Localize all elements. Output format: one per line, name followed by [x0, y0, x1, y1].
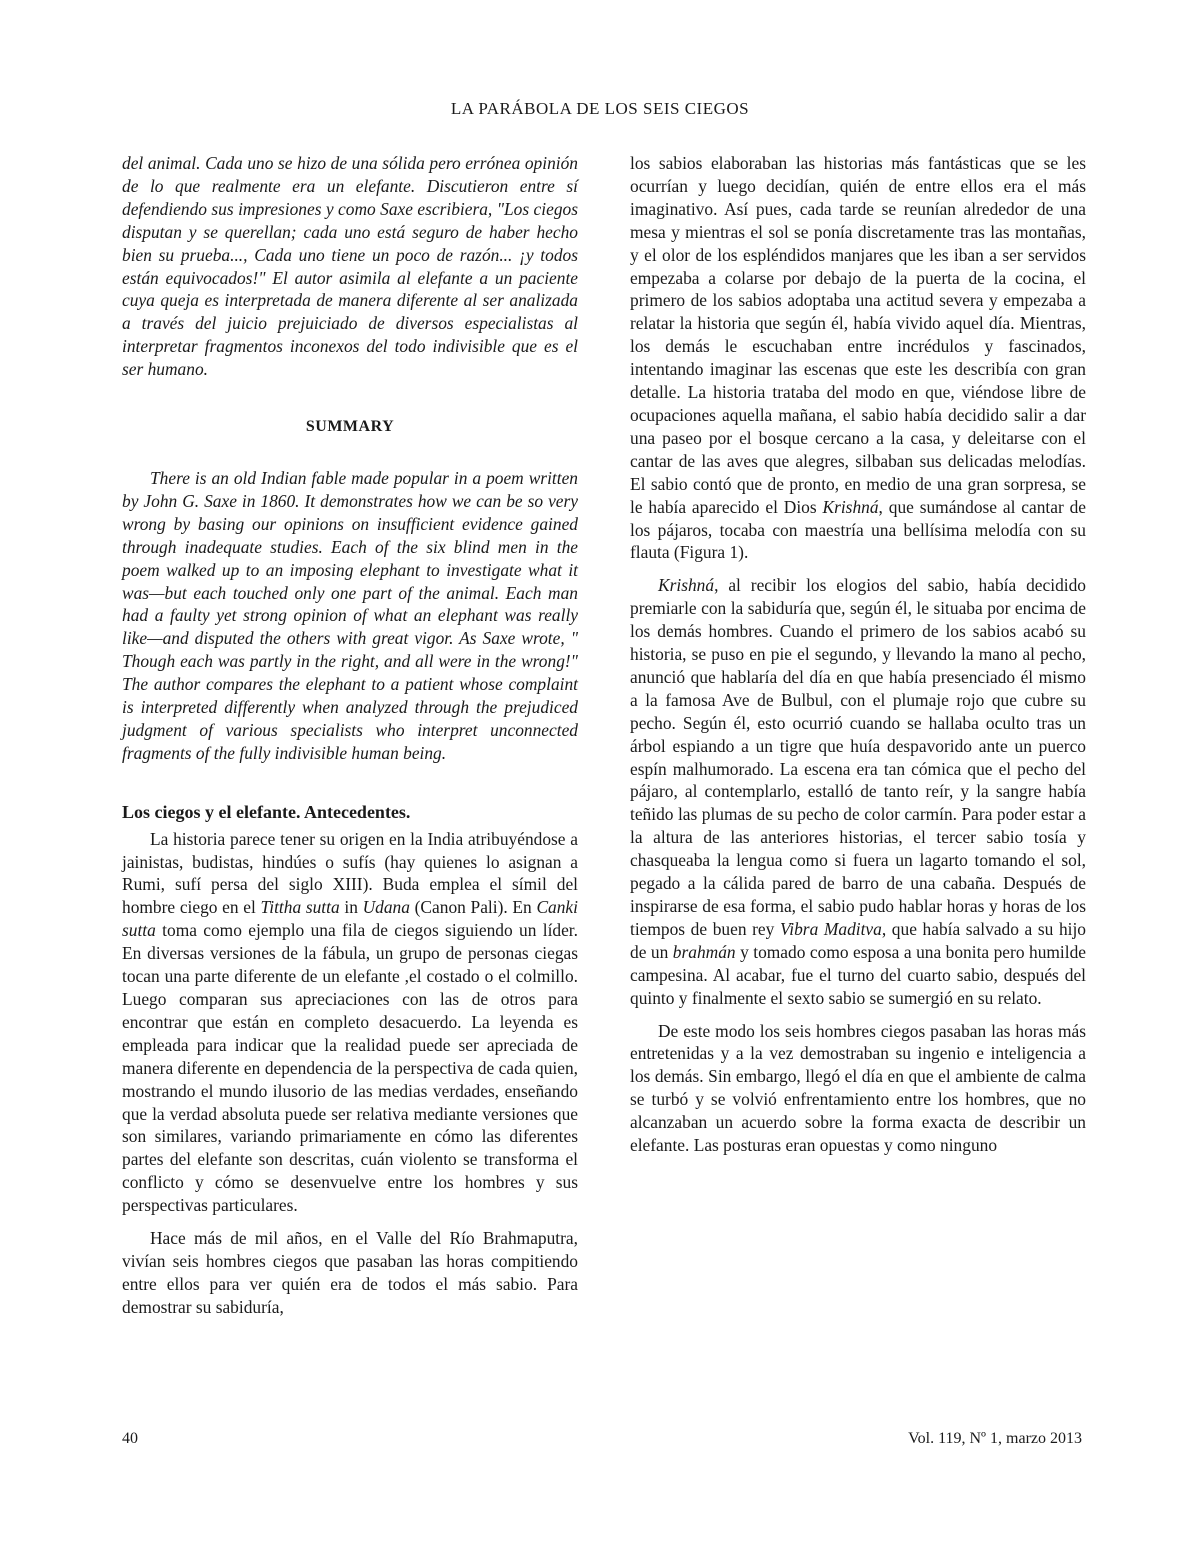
left-column: [122, 152, 578, 1319]
paragraph: [630, 574, 1086, 1009]
text-run: , al recibir los elogios del sabio, había decidido premiarle con la sabiduría que, según él, le situaba por encima de los demás hombres. Cuando el primero de los sabios acabó su historia, se puso en pie el segundo, y llevando la mano al pecho, anunció que hablaría del día en que había presenciado él mismo a la famosa Ave de Bulbul, con el plumaje rojo que cubre su pecho. Según él, esto ocurrió cuando se hallaba oculto tras un árbol espiando a un tigre que huía despavorido ante un puerco espín malhumorado. La escena era tan cómica que el pecho del pájaro, al contemplarlo, estalló de tanto reír, y la sangre había teñido las plumas de su pecho de color carmín. Para poder estar a la altura de las anteriores historias, el tercer sabio tosía y chasqueaba la lengua como si fuera un lagarto tomando el sol, pegado a la cálida pared de barro de una cabaña. Después de inspirarse de esa forma, el sabio pudo hablar horas y horas de los tiempos de buen rey: [630, 575, 1086, 939]
text-run: (Canon Pali). En: [409, 897, 537, 918]
paragraph: De este modo los seis hombres ciegos pasaban las horas más entretenidas y a la vez demostraban su ingenio e inteligencia a los demás. Sin embargo, llegó el día en que el ambiente de calma se turbó y se volvió enfrentamiento entre los hombres, que no alcanzaban un acuerdo sobre la forma exacta de describir un elefante. Las posturas eran opuestas y como ninguno: [630, 1020, 1086, 1156]
text-run: los sabios elaboraban las historias más fantásticas que se les ocurrían y luego decidían, quién de entre ellos era el más imaginativo. Así pues, cada tarde se reunían alrededor de una mesa y mientras el sol se ponía discretamente tras las montañas, y el olor de los espléndidos manjares que les iban a ser servidos empezaba a colarse por debajo de la puerta de la cocina, el primero de los sabios adoptaba una actitud severa y empezaba a relatar la historia que según él, había vivido aquel día. Mientras, los demás le escuchaban entre incrédulos y fascinados, intentando imaginar las escenas que este les describía con gran detalle. La historia trataba del modo en que, viéndose libre de ocupaciones aquella mañana, el sabio había decidido salir a dar una paseo por el bosque cercano a la casa, y deleitarse con el cantar de las aves que alegres, silbaban sus delicadas melodías. El sabio contó que de pronto, en medio de una gran sorpresa, se le había aparecido el Dios: [630, 153, 1086, 517]
text-run: , que había salvado a su hijo de un: [630, 918, 1086, 962]
section-heading: Los ciegos y el elefante. Antecedentes.: [122, 801, 411, 822]
paragraph: Hace más de mil años, en el Valle del Río Brahmaputra, vivían seis hombres ciegos que pasaban las horas compitiendo entre ellos para ver quién era de todos el más sabio. Para demostrar su sabiduría,: [122, 1228, 578, 1317]
text-run-italic: brahmán: [672, 941, 736, 962]
text-run: in: [339, 897, 363, 918]
text-run-italic: Tittha sutta: [260, 897, 340, 918]
text-run: La historia parece tener su origen en la India atribuyéndose a jainistas, budistas, hindúes o sufís (hay quienes lo asignan a Rumi, sufí persa del siglo XIII). Buda emplea el símil del hombre ciego en el: [122, 828, 578, 918]
text-run-italic: Krishná: [658, 575, 715, 596]
right-column: [630, 152, 1086, 1157]
text-run: toma como ejemplo una fila de ciegos siguiendo un líder. En diversas versiones de la fábula, un grupo de personas ciegas tocan una parte diferente de un elefante ,el costado o el colmillo. Luego comparan sus apreciaciones con las de otros para encontrar que están en completo desacuerdo. La leyenda es empleada para indicar que la realidad puede ser apreciada de manera diferente en dependencia de la perspectiva de cada quien, mostrando el mundo ilusorio de las medias verdades, enseñando que la verdad absoluta puede ser relativa mediante versiones que son similares, variando primariamente en cómo las diferentes partes del elefante son descritas, cuán violento se transforma el conflicto y cómo se desenvuelve entre los hombres y sus perspectivas particulares.: [122, 920, 578, 1216]
abstract-spanish-end: del animal. Cada uno se hizo de una sólida pero errónea opinión de lo que realmente era un elefante. Discutieron entre sí defendiendo sus impresiones y como Saxe escribiera, "Los ciegos disputan y se querellan; cada uno está seguro de haber hecho bien su prueba..., Cada uno tiene un poco de razón... ¡y todos están equivocados!" El autor asimila al elefante a un paciente cuya queja es interpretada de manera diferente al ser analizada a través del juicio prejuiciado de diversos especialistas al interpretar fragmentos inconexos del todo indivisible que es el ser humano.: [122, 153, 578, 380]
page-number: 40: [122, 1430, 138, 1447]
paragraph: [630, 152, 1086, 564]
journal-issue: Vol. 119, Nº 1, marzo 2013: [908, 1430, 1082, 1447]
summary-heading: SUMMARY: [305, 418, 395, 436]
text-run-italic: Vibra Maditva: [779, 918, 882, 939]
text-run: , que sumándose al cantar de los pájaros, tocaba con maestría una bellísima melodía con su flauta (Figura 1).: [630, 496, 1087, 563]
text-run-italic: Udana: [362, 897, 410, 918]
text-run: y tomado como esposa a una bonita pero humilde campesina. Al acabar, fue el turno del cuarto sabio, después del quinto y finalmente el sexto sabio se sumergió en su relato.: [630, 941, 1086, 1008]
running-header: LA PARÁBOLA DE LOS SEIS CIEGOS: [450, 99, 750, 118]
text-run-italic: Krishná: [822, 496, 879, 517]
text-run-italic: Canki sutta: [122, 897, 578, 941]
paragraph: [122, 828, 578, 1217]
summary-text: There is an old Indian fable made popular in a poem written by John G. Saxe in 1860. It demonstrates how we can be so very wrong by basing our opinions on insufficient evidence gained through inadequate studies. Each of the six blind men in the poem walked up to an imposing elephant to investigate what it was—but each touched only one part of the animal. Each man had a faulty yet strong opinion of what an elephant was really like—and disputed the others with great vigor. As Saxe wrote, " Though each was partly in the right, and all were in the wrong!" The author compares the elephant to a patient whose complaint is interpreted differently when analyzed through the prejudiced judgment of various specialists who interpret unconnected fragments of the fully indivisible human being.: [122, 467, 578, 763]
